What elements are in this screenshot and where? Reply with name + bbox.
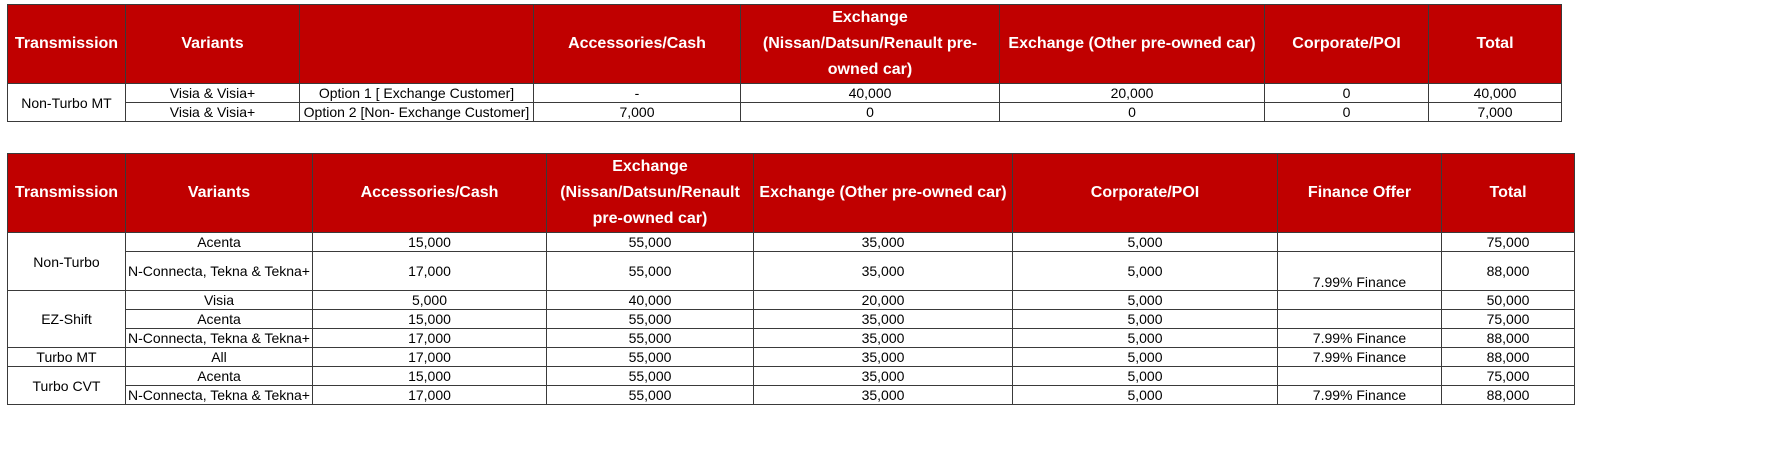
table-row: [8, 291, 1575, 310]
corporate-cell: 5,000: [1013, 329, 1278, 348]
accessories-cell: 15,000: [313, 310, 547, 329]
variant-cell: N-Connecta, Tekna & Tekna+: [126, 386, 313, 405]
total-cell: 88,000: [1442, 252, 1575, 291]
table-row: [8, 348, 1575, 367]
header-exchange-other: Exchange (Other pre-owned car): [1000, 5, 1265, 84]
header-transmission: Transmission: [8, 154, 126, 233]
corporate-cell: 5,000: [1013, 386, 1278, 405]
transmission-cell: EZ-Shift: [8, 291, 126, 348]
variant-cell: Visia & Visia+: [126, 84, 300, 103]
finance-cell: [1278, 367, 1442, 386]
total-cell: 88,000: [1442, 386, 1575, 405]
accessories-cell: 15,000: [313, 233, 547, 252]
transmission-cell: Turbo MT: [8, 348, 126, 367]
corporate-cell: 5,000: [1013, 291, 1278, 310]
variant-cell: All: [126, 348, 313, 367]
header-transmission: Transmission: [8, 5, 126, 84]
corporate-cell: 0: [1265, 103, 1429, 122]
variant-cell: Acenta: [126, 310, 313, 329]
header-exchange-other: Exchange (Other pre-owned car): [754, 154, 1013, 233]
header-row: [8, 154, 1575, 233]
header-variants: Variants: [126, 5, 300, 84]
header-total: Total: [1429, 5, 1562, 84]
header-row: [8, 5, 1562, 84]
exchange-nissan-cell: 40,000: [547, 291, 754, 310]
corporate-cell: 5,000: [1013, 348, 1278, 367]
finance-cell: 7.99% Finance: [1278, 348, 1442, 367]
header-total: Total: [1442, 154, 1575, 233]
corporate-cell: 5,000: [1013, 233, 1278, 252]
accessories-cell: -: [534, 84, 741, 103]
accessories-cell: 15,000: [313, 367, 547, 386]
exchange-other-cell: 35,000: [754, 233, 1013, 252]
exchange-nissan-cell: 55,000: [547, 386, 754, 405]
exchange-nissan-cell: 55,000: [547, 233, 754, 252]
total-cell: 50,000: [1442, 291, 1575, 310]
exchange-nissan-cell: 55,000: [547, 348, 754, 367]
exchange-nissan-cell: 55,000: [547, 367, 754, 386]
transmission-cell: Non-Turbo: [8, 233, 126, 291]
corporate-cell: 5,000: [1013, 252, 1278, 291]
variant-cell: N-Connecta, Tekna & Tekna+: [126, 329, 313, 348]
exchange-other-cell: 35,000: [754, 348, 1013, 367]
option-cell: Option 2 [Non- Exchange Customer]: [300, 103, 534, 122]
exchange-other-cell: 35,000: [754, 252, 1013, 291]
exchange-other-cell: 20,000: [754, 291, 1013, 310]
table-row: [8, 84, 1562, 103]
finance-cell: [1278, 291, 1442, 310]
header-corporate-poi: Corporate/POI: [1013, 154, 1278, 233]
corporate-cell: 5,000: [1013, 310, 1278, 329]
total-cell: 7,000: [1429, 103, 1562, 122]
exchange-nissan-cell: 0: [741, 103, 1000, 122]
table-row: [8, 386, 1575, 405]
exchange-other-cell: 35,000: [754, 329, 1013, 348]
table-row: [8, 233, 1575, 252]
table-row: [8, 103, 1562, 122]
table-row: [8, 252, 1575, 291]
variant-offer-table: [7, 153, 1575, 405]
total-cell: 75,000: [1442, 367, 1575, 386]
transmission-cell: Non-Turbo MT: [8, 84, 126, 122]
variant-cell: Acenta: [126, 233, 313, 252]
header-accessories-cash: Accessories/Cash: [534, 5, 741, 84]
variant-cell: N-Connecta, Tekna & Tekna+: [126, 252, 313, 291]
exchange-other-cell: 0: [1000, 103, 1265, 122]
exchange-nissan-cell: 40,000: [741, 84, 1000, 103]
header-option: [300, 5, 534, 84]
table-row: [8, 310, 1575, 329]
header-finance-offer: Finance Offer: [1278, 154, 1442, 233]
accessories-cell: 17,000: [313, 386, 547, 405]
variant-cell: Visia & Visia+: [126, 103, 300, 122]
accessories-cell: 17,000: [313, 348, 547, 367]
variant-cell: Acenta: [126, 367, 313, 386]
header-variants: Variants: [126, 154, 313, 233]
exchange-nissan-cell: 55,000: [547, 252, 754, 291]
accessories-cell: 7,000: [534, 103, 741, 122]
finance-cell: [1278, 233, 1442, 252]
table-row: [8, 367, 1575, 386]
total-cell: 75,000: [1442, 310, 1575, 329]
exchange-other-cell: 35,000: [754, 367, 1013, 386]
total-cell: 40,000: [1429, 84, 1562, 103]
transmission-cell: Turbo CVT: [8, 367, 126, 405]
total-cell: 88,000: [1442, 329, 1575, 348]
finance-cell: 7.99% Finance: [1278, 329, 1442, 348]
accessories-cell: 17,000: [313, 329, 547, 348]
header-exchange-nissan: Exchange (Nissan/Datsun/Renault pre-owned car): [741, 5, 1000, 84]
exchange-nissan-cell: 55,000: [547, 310, 754, 329]
header-corporate-poi: Corporate/POI: [1265, 5, 1429, 84]
accessories-cell: 17,000: [313, 252, 547, 291]
total-cell: 88,000: [1442, 348, 1575, 367]
corporate-cell: 5,000: [1013, 367, 1278, 386]
header-exchange-nissan: Exchange (Nissan/Datsun/Renault pre-owned car): [547, 154, 754, 233]
total-cell: 75,000: [1442, 233, 1575, 252]
exchange-other-cell: 35,000: [754, 310, 1013, 329]
variant-cell: Visia: [126, 291, 313, 310]
corporate-cell: 0: [1265, 84, 1429, 103]
exchange-nissan-cell: 55,000: [547, 329, 754, 348]
finance-cell: 7.99% Finance: [1278, 386, 1442, 405]
exchange-other-cell: 20,000: [1000, 84, 1265, 103]
finance-cell: [1278, 310, 1442, 329]
option-cell: Option 1 [ Exchange Customer]: [300, 84, 534, 103]
finance-cell: 7.99% Finance: [1278, 252, 1442, 291]
exchange-other-cell: 35,000: [754, 386, 1013, 405]
accessories-cell: 5,000: [313, 291, 547, 310]
table-row: [8, 329, 1575, 348]
header-accessories-cash: Accessories/Cash: [313, 154, 547, 233]
exchange-option-table: [7, 4, 1562, 122]
